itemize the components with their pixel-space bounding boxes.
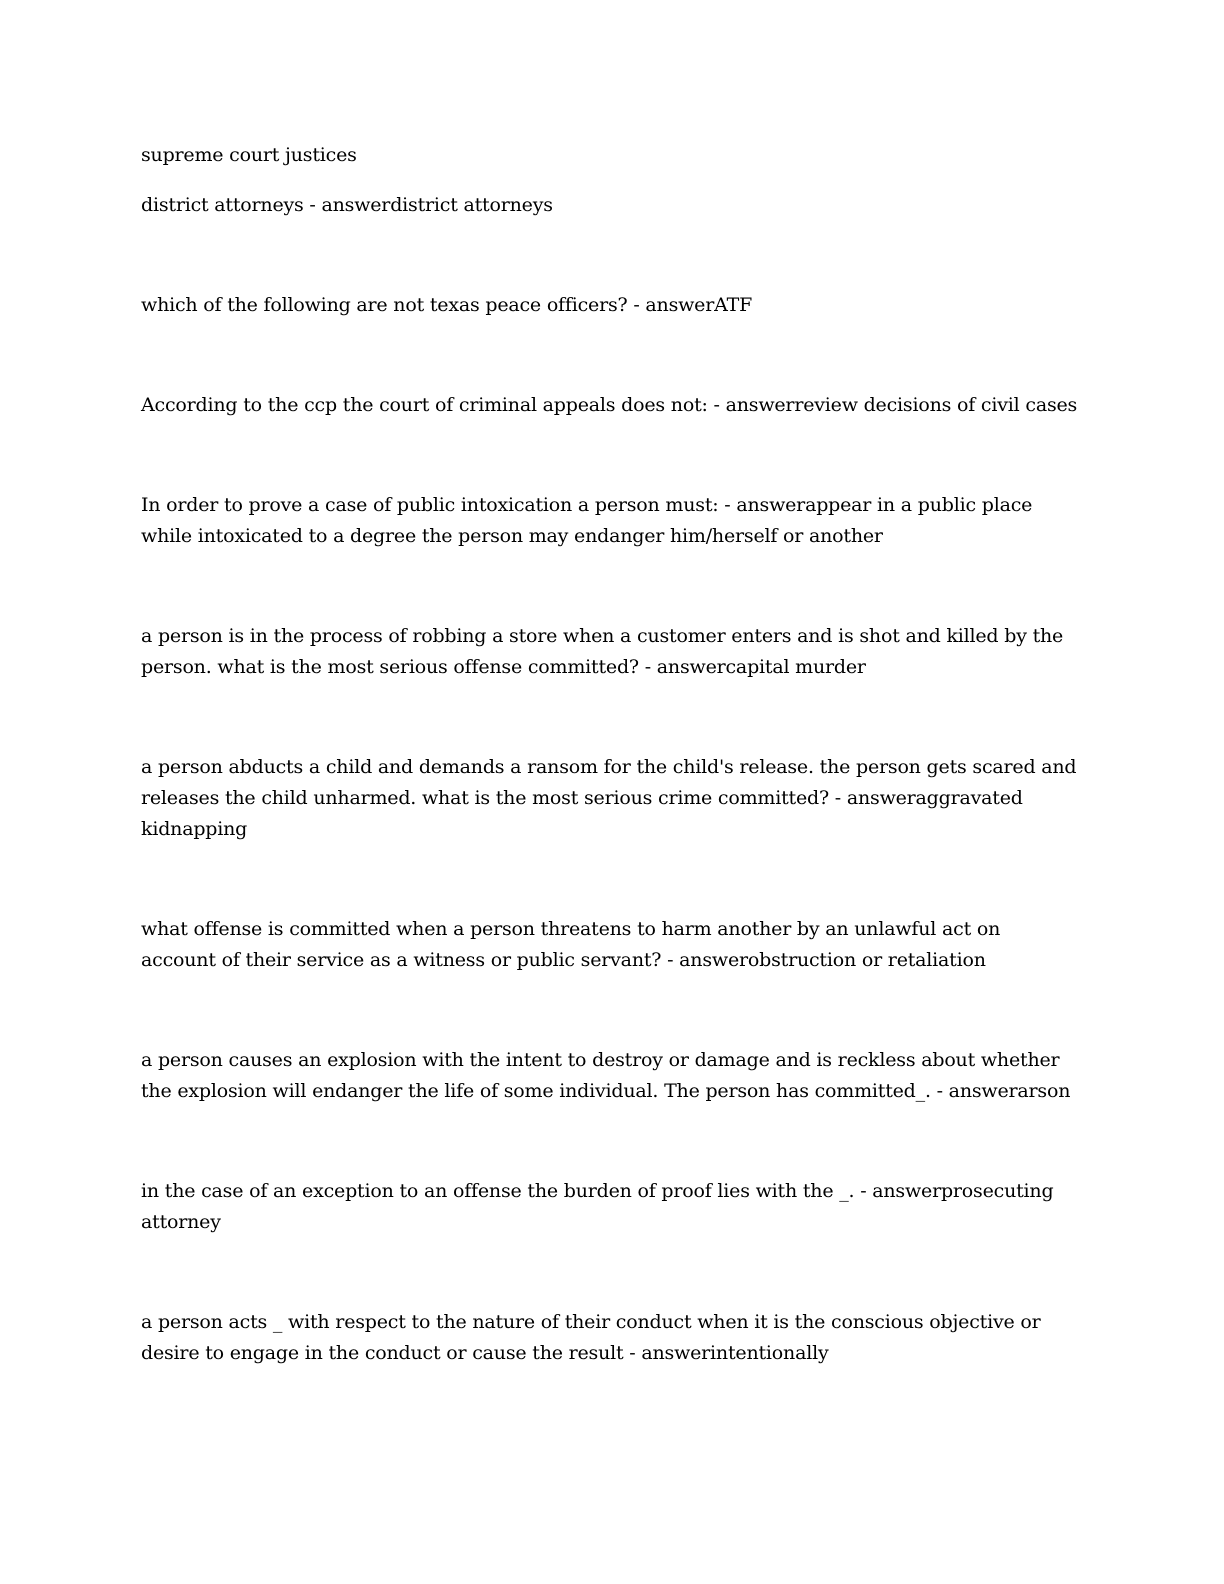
entry-court-of-criminal-appeals (141, 390, 1081, 421)
entry-arson (141, 1045, 1081, 1107)
entry-line: kidnapping (141, 818, 248, 840)
entry-line: a person acts _ with respect to the nature of their conduct when it is the conscious objective or (141, 1311, 1041, 1333)
entry-line: account of their service as a witness or public servant? - answerobstruction or retaliation (141, 949, 986, 971)
entry-line: In order to prove a case of public intoxication a person must: - answerappear in a public place (141, 494, 1033, 516)
entry-line: attorney (141, 1211, 221, 1233)
entry-line: releases the child unharmed. what is the most serious crime committed? - answeraggravated (141, 787, 1023, 809)
entry-line: which of the following are not texas peace officers? - answerATF (141, 294, 753, 316)
entry-kidnapping (141, 752, 1081, 845)
entry-supreme-court-justices (141, 140, 1081, 171)
entry-peace-officers (141, 290, 1081, 321)
entry-line: what offense is committed when a person threatens to harm another by an unlawful act on (141, 918, 1001, 940)
entry-line: person. what is the most serious offense committed? - answercapital murder (141, 656, 866, 678)
entry-line: a person causes an explosion with the intent to destroy or damage and is reckless about whether (141, 1049, 1060, 1071)
entry-line: a person abducts a child and demands a ransom for the child's release. the person gets scared and (141, 756, 1077, 778)
entry-line: According to the ccp the court of criminal appeals does not: - answerreview decisions of civil cases (141, 394, 1078, 416)
entry-line: a person is in the process of robbing a store when a customer enters and is shot and killed by the (141, 625, 1064, 647)
entry-line: supreme court justices (141, 144, 357, 166)
entry-district-attorneys (141, 190, 1081, 221)
entry-line: desire to engage in the conduct or cause the result - answerintentionally (141, 1342, 829, 1364)
entry-line: while intoxicated to a degree the person may endanger him/herself or another (141, 525, 883, 547)
entry-intentionally (141, 1307, 1081, 1369)
entry-public-intoxication (141, 490, 1081, 552)
entry-robbery-offense (141, 621, 1081, 683)
entry-line: in the case of an exception to an offense the burden of proof lies with the _. - answerprosecuting (141, 1180, 1054, 1202)
entry-burden-of-proof (141, 1176, 1081, 1238)
entry-obstruction-retaliation (141, 914, 1081, 976)
document-content (141, 140, 1081, 1369)
entry-line: district attorneys - answerdistrict attorneys (141, 194, 553, 216)
entry-line: the explosion will endanger the life of some individual. The person has committed_. - answerarson (141, 1080, 1071, 1102)
